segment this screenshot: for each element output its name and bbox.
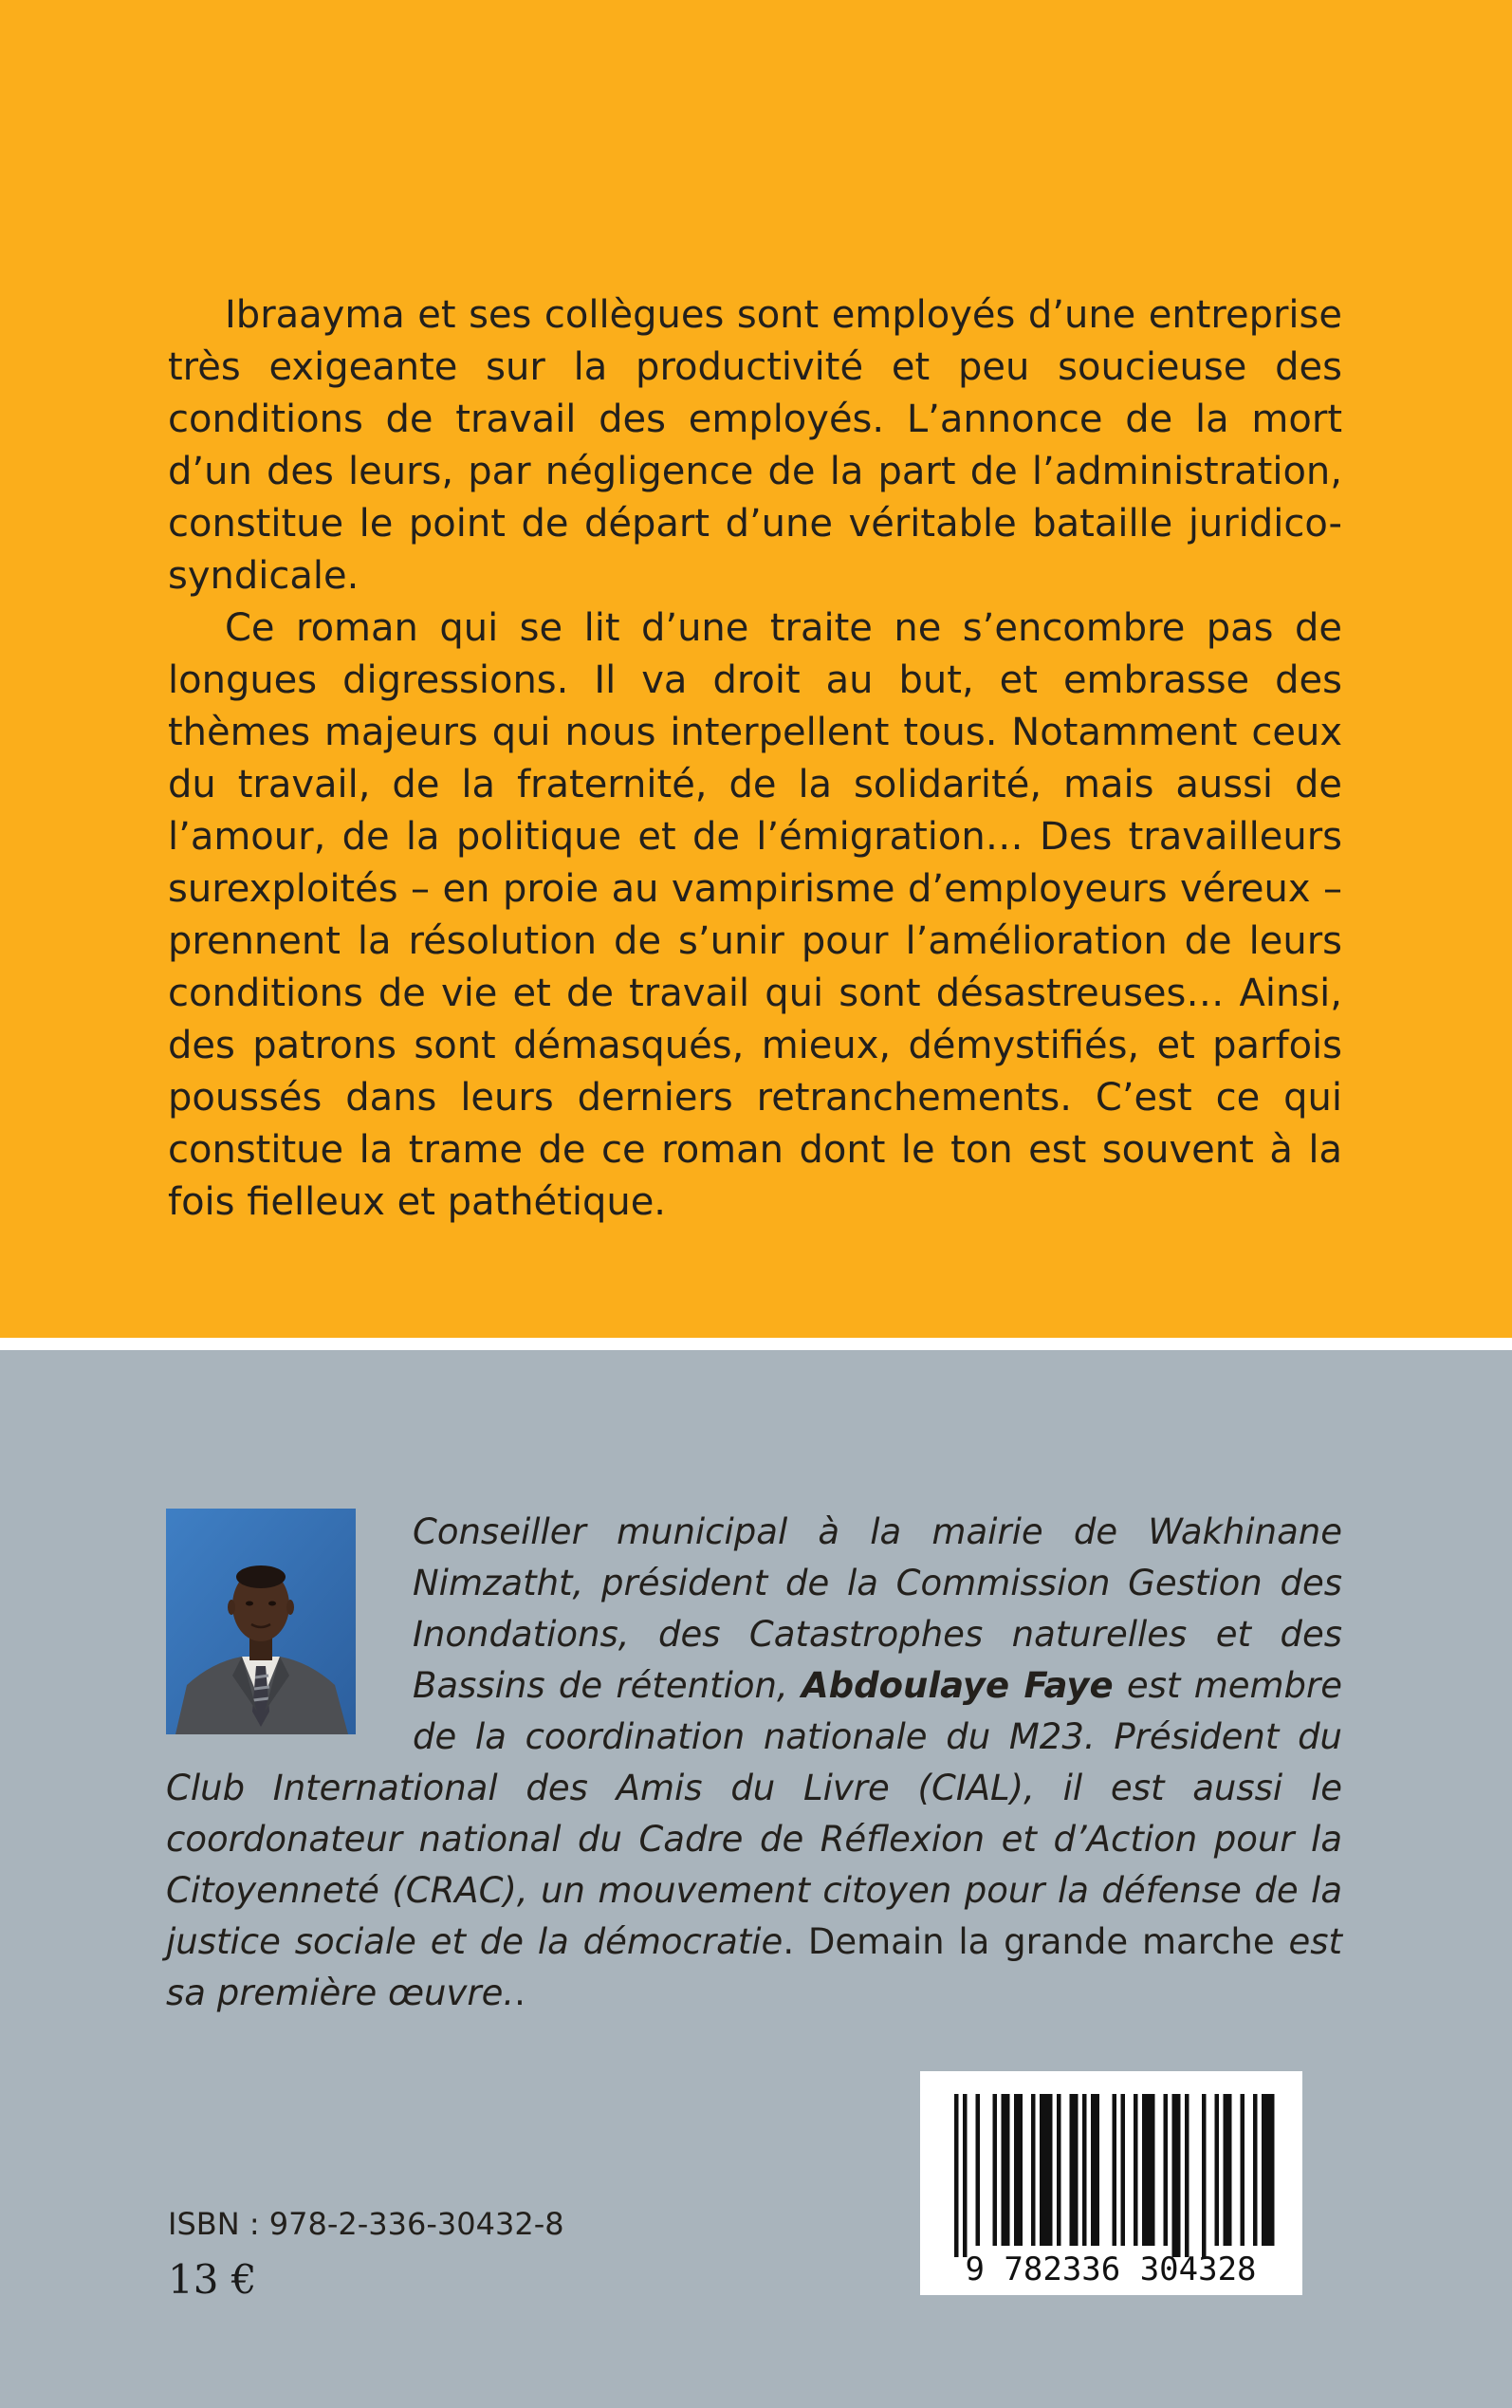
barcode-bar <box>1142 2094 1155 2246</box>
panel-divider <box>0 1338 1512 1350</box>
barcode-bar <box>1091 2094 1099 2246</box>
barcode-bar <box>1172 2094 1181 2257</box>
barcode-bar <box>1113 2094 1117 2246</box>
bio-text-continued: est membre de la coordination nationale du M23. Président du Club International des Amis du Livre (CIAL), il est aussi le coordonateur national du Cadre de Réflexion et d’Action pour la Citoyenneté (CRAC), un mouvement citoyen pour la défense de la justice sociale et de la démocratie <box>166 1665 1343 1962</box>
blurb-text <box>168 289 1342 1229</box>
barcode-bar <box>1224 2094 1232 2246</box>
barcode-bar <box>976 2094 981 2246</box>
blurb-paragraph-2: Ce roman qui se lit d’une traite ne s’encombre pas de longues digressions. Il va droit au but, et embrasse des thèmes majeurs qui nous interpellent tous. Notamment ceux du travail, de la fraternité, de la solidarité, mais aussi de l’amour, de la politique et de l’émigration… Des travailleurs surexploités – en proie au vampirisme d’employeurs véreux – prennent la résolution de s’unir pour l’amélioration de leurs conditions de vie et de travail qui sont désastreuses… Ainsi, des patrons sont démasqués, mieux, démystifiés, et parfois poussés dans leurs derniers retranchements. C’est ce qui constitue la trame de ce roman dont le ton est souvent à la fois fielleux et pathétique. <box>168 606 1342 1224</box>
barcode-bar <box>1262 2094 1275 2246</box>
barcode-bar <box>993 2094 998 2246</box>
bio-period: . <box>783 1921 808 1962</box>
bio-final-period: . <box>514 1973 526 2013</box>
barcode-bar <box>1070 2094 1079 2246</box>
bio-closing: est sa première œuvre. <box>166 1921 1342 2013</box>
barcode-bar <box>1164 2094 1169 2246</box>
barcode-bar <box>954 2094 959 2257</box>
barcode-bar <box>1057 2094 1061 2246</box>
barcode-bar <box>1241 2094 1245 2246</box>
author-bio <box>166 1507 1342 2019</box>
barcode-bar <box>1002 2094 1010 2246</box>
bio-text-start: Conseiller municipal à la mairie de Wakhinane Nimzatht, président de la Commission Gestion des Inondations, des Catastrophes naturelles et des Bassins de rétention, <box>413 1511 1342 1706</box>
barcode-bar <box>1253 2094 1258 2246</box>
isbn-label: ISBN : 978-2-336-30432-8 <box>168 2206 564 2242</box>
book-title: Demain la grande marche <box>807 1921 1275 1962</box>
blurb-paragraph-1: Ibraayma et ses collègues sont employés d’une entreprise très exigeante sur la productivité et peu soucieuse des conditions de travail des employés. L’annonce de la mort d’un des leurs, par négligence de la part de l’administration, constitue le point de départ d’une véritable bataille juridico-syndicale. <box>168 293 1342 598</box>
barcode-bar <box>1031 2094 1036 2246</box>
barcode-bar <box>1040 2094 1053 2246</box>
barcode-graphic <box>920 2071 1302 2295</box>
barcode-bar <box>963 2094 968 2257</box>
barcode-digits: 9 782336 304328 <box>965 2251 1257 2288</box>
barcode-bar <box>1185 2094 1189 2257</box>
photo-wrap-spacer <box>166 1507 413 1763</box>
barcode-bar <box>1215 2094 1220 2246</box>
barcode-bar <box>1202 2094 1207 2257</box>
price-label: 13 € <box>168 2256 257 2303</box>
barcode-bar <box>1134 2094 1138 2246</box>
barcode <box>920 2071 1302 2295</box>
barcode-bar <box>1082 2094 1087 2246</box>
barcode-bar <box>1121 2094 1126 2246</box>
author-name: Abdoulaye Faye <box>802 1665 1114 1706</box>
barcode-bar <box>1014 2094 1023 2246</box>
